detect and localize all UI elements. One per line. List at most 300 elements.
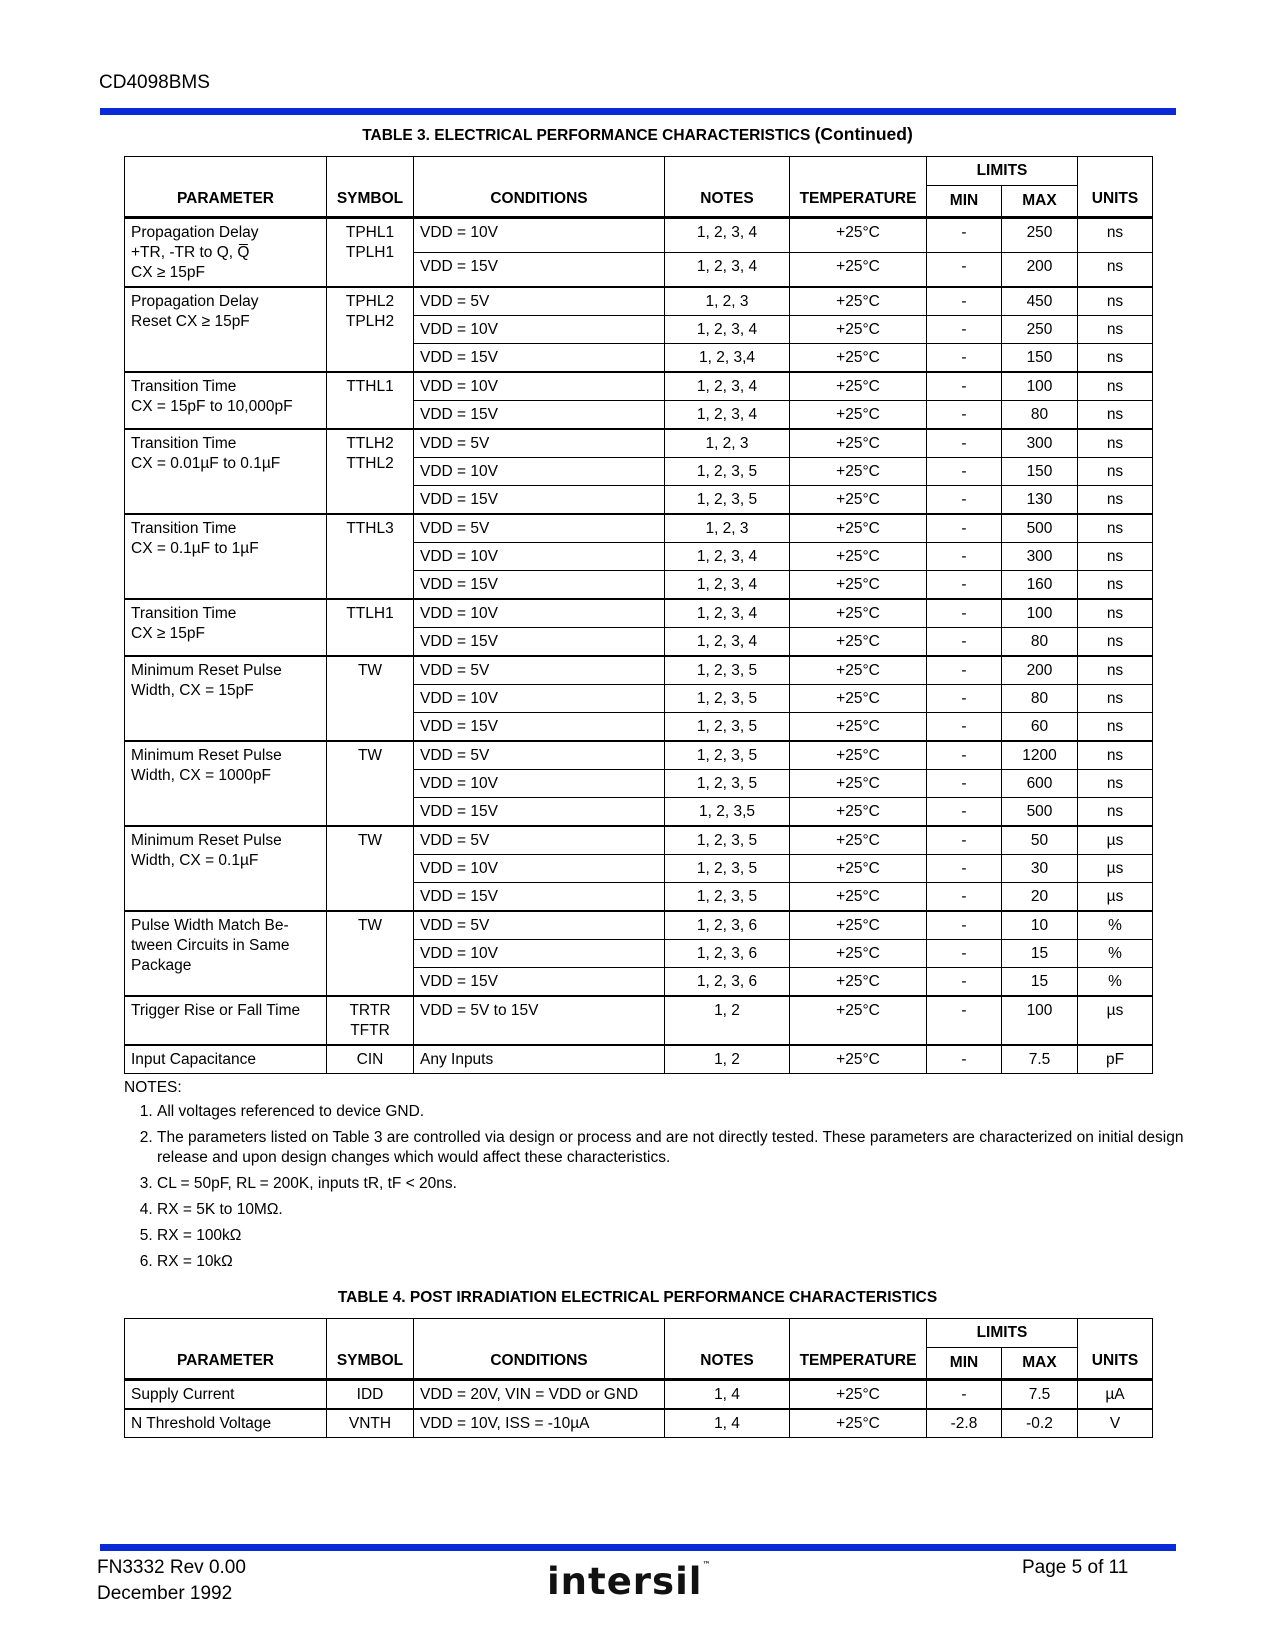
max-cell: 250 xyxy=(1002,218,1078,253)
max-cell: 80 xyxy=(1002,401,1078,430)
units-cell: % xyxy=(1078,911,1153,940)
condition-cell: VDD = 15V xyxy=(414,253,665,287)
min-cell: - xyxy=(927,486,1002,515)
temperature-cell: +25°C xyxy=(790,1045,927,1074)
page-number: Page 5 of 11 xyxy=(1022,1557,1129,1578)
parameter-cell xyxy=(125,599,327,656)
parameter-cell xyxy=(125,372,327,429)
doc-revision: FN3332 Rev 0.00 xyxy=(97,1557,246,1578)
min-cell: - xyxy=(927,429,1002,458)
temperature-cell: +25°C xyxy=(790,571,927,600)
min-cell: - xyxy=(927,1380,1002,1410)
symbol-line: TRTR xyxy=(349,1002,391,1019)
min-cell: - xyxy=(927,401,1002,430)
temperature-cell: +25°C xyxy=(790,486,927,515)
condition-cell: VDD = 10V xyxy=(414,543,665,571)
notes-cell: 1, 2, 3, 5 xyxy=(665,855,790,883)
header-max: MAX xyxy=(1002,186,1078,218)
condition-cell: VDD = 5V xyxy=(414,656,665,685)
header-rule xyxy=(100,108,1176,115)
table3-title xyxy=(0,124,1275,146)
content-flow xyxy=(0,124,1275,1438)
condition-cell: VDD = 5V to 15V xyxy=(414,996,665,1045)
parameter-line: Propagation Delay xyxy=(131,293,259,310)
notes-cell: 1, 2, 3, 4 xyxy=(665,543,790,571)
notes-cell: 1, 4 xyxy=(665,1409,790,1438)
temperature-cell: +25°C xyxy=(790,968,927,997)
temperature-cell: +25°C xyxy=(790,599,927,628)
notes-cell: 1, 2, 3, 4 xyxy=(665,218,790,253)
table-row xyxy=(125,996,1153,1045)
parameter-line: Minimum Reset Pulse xyxy=(131,747,282,764)
notes-heading: NOTES: xyxy=(124,1079,182,1096)
notes-cell: 1, 2, 3, 5 xyxy=(665,713,790,742)
symbol-line: TW xyxy=(357,917,383,934)
symbol-line: TFTR xyxy=(350,1022,390,1039)
symbol-line: TW xyxy=(357,832,383,849)
condition-cell: VDD = 10V xyxy=(414,940,665,968)
table-row xyxy=(125,599,1153,628)
parameter-line: Reset CX ≥ 15pF xyxy=(131,313,250,330)
temperature-cell: +25°C xyxy=(790,218,927,253)
parameter-line: Propagation Delay xyxy=(131,224,259,241)
symbol-cell xyxy=(327,1409,414,1438)
max-cell: 150 xyxy=(1002,458,1078,486)
condition-cell: VDD = 10V xyxy=(414,458,665,486)
temperature-cell: +25°C xyxy=(790,826,927,855)
doc-date: December 1992 xyxy=(97,1583,233,1604)
condition-cell: VDD = 10V xyxy=(414,372,665,401)
temperature-cell: +25°C xyxy=(790,770,927,798)
temperature-cell: +25°C xyxy=(790,656,927,685)
notes-list xyxy=(124,1102,1187,1272)
units-cell: ns xyxy=(1078,656,1153,685)
symbol-cell xyxy=(327,429,414,514)
temperature-cell: +25°C xyxy=(790,429,927,458)
units-cell: µs xyxy=(1078,855,1153,883)
symbol-line: TTHL1 xyxy=(346,378,394,395)
min-cell: - xyxy=(927,940,1002,968)
symbol-cell xyxy=(327,218,414,288)
temperature-cell: +25°C xyxy=(790,713,927,742)
units-cell: ns xyxy=(1078,514,1153,543)
symbol-cell xyxy=(327,741,414,826)
header-min: MIN xyxy=(927,186,1002,218)
symbol-line: TTHL3 xyxy=(346,520,394,537)
max-cell: 1200 xyxy=(1002,741,1078,770)
units-cell: ns xyxy=(1078,344,1153,373)
header-limits: LIMITS xyxy=(927,157,1078,186)
symbol-line: TTLH1 xyxy=(346,605,394,622)
table-row xyxy=(125,656,1153,685)
notes xyxy=(124,1078,1275,1272)
condition-cell: VDD = 15V xyxy=(414,883,665,912)
notes-cell: 1, 2, 3 xyxy=(665,514,790,543)
temperature-cell: +25°C xyxy=(790,287,927,316)
max-cell: 15 xyxy=(1002,968,1078,997)
units-cell: µs xyxy=(1078,883,1153,912)
table-row xyxy=(125,1045,1153,1074)
symbol-line: TTLH2 xyxy=(346,435,394,452)
condition-cell: VDD = 15V xyxy=(414,344,665,373)
condition-cell: VDD = 10V, ISS = -10µA xyxy=(414,1409,665,1438)
header-notes: NOTES xyxy=(665,157,790,218)
parameter-line: Width, CX = 0.1µF xyxy=(131,852,259,869)
condition-cell: VDD = 10V xyxy=(414,855,665,883)
min-cell: - xyxy=(927,770,1002,798)
min-cell: - xyxy=(927,656,1002,685)
parameter-line: Package xyxy=(131,957,192,974)
max-cell: 500 xyxy=(1002,514,1078,543)
notes-cell: 1, 2, 3, 5 xyxy=(665,486,790,515)
parameter-cell xyxy=(125,218,327,288)
min-cell: - xyxy=(927,543,1002,571)
temperature-cell: +25°C xyxy=(790,911,927,940)
units-cell: ns xyxy=(1078,372,1153,401)
max-cell: 80 xyxy=(1002,685,1078,713)
note-item: 1. All voltages referenced to device GND. xyxy=(157,1102,1187,1122)
units-cell: ns xyxy=(1078,401,1153,430)
table-row xyxy=(125,218,1153,253)
header-parameter: PARAMETER xyxy=(125,1319,327,1380)
logo-tm: ™ xyxy=(702,1560,712,1569)
max-cell: 7.5 xyxy=(1002,1380,1078,1410)
max-cell: 15 xyxy=(1002,940,1078,968)
condition-cell: VDD = 5V xyxy=(414,911,665,940)
notes-cell: 1, 2, 3, 4 xyxy=(665,571,790,600)
notes-cell: 1, 2, 3, 6 xyxy=(665,940,790,968)
symbol-line: VNTH xyxy=(348,1415,392,1432)
notes-cell: 1, 2, 3, 5 xyxy=(665,741,790,770)
units-cell: pF xyxy=(1078,1045,1153,1074)
max-cell: 20 xyxy=(1002,883,1078,912)
parameter-cell xyxy=(125,429,327,514)
min-cell: - xyxy=(927,287,1002,316)
symbol-line: CIN xyxy=(356,1051,384,1068)
parameter-line: CX ≥ 15pF xyxy=(131,264,205,281)
condition-cell: VDD = 15V xyxy=(414,401,665,430)
footer-rule xyxy=(100,1544,1176,1551)
parameter-line: N Threshold Voltage xyxy=(131,1415,272,1432)
units-cell: ns xyxy=(1078,458,1153,486)
max-cell: -0.2 xyxy=(1002,1409,1078,1438)
max-cell: 10 xyxy=(1002,911,1078,940)
symbol-cell xyxy=(327,514,414,599)
symbol-cell xyxy=(327,996,414,1045)
min-cell: - xyxy=(927,571,1002,600)
min-cell: - xyxy=(927,911,1002,940)
max-cell: 500 xyxy=(1002,798,1078,827)
condition-cell: VDD = 5V xyxy=(414,287,665,316)
condition-cell: VDD = 15V xyxy=(414,968,665,997)
parameter-cell xyxy=(125,656,327,741)
temperature-cell: +25°C xyxy=(790,996,927,1045)
symbol-line: TW xyxy=(357,747,383,764)
symbol-line: TPHL1 xyxy=(345,224,395,241)
notes-cell: 1, 2, 3, 5 xyxy=(665,826,790,855)
symbol-cell xyxy=(327,1045,414,1074)
note-item: 3. CL = 50pF, RL = 200K, inputs tR, tF < 20ns. xyxy=(157,1174,1187,1194)
min-cell: - xyxy=(927,344,1002,373)
condition-cell: VDD = 5V xyxy=(414,514,665,543)
min-cell: - xyxy=(927,996,1002,1045)
notes-cell: 1, 2, 3, 4 xyxy=(665,316,790,344)
min-cell: - xyxy=(927,218,1002,253)
notes-cell: 1, 4 xyxy=(665,1380,790,1410)
units-cell: µs xyxy=(1078,826,1153,855)
notes-cell: 1, 2, 3, 5 xyxy=(665,685,790,713)
table3 xyxy=(124,156,1153,1074)
units-cell: ns xyxy=(1078,543,1153,571)
table-row xyxy=(125,911,1153,940)
parameter-line: CX = 0.01µF to 0.1µF xyxy=(131,455,281,472)
parameter-cell xyxy=(125,514,327,599)
temperature-cell: +25°C xyxy=(790,628,927,657)
max-cell: 450 xyxy=(1002,287,1078,316)
units-cell: ns xyxy=(1078,253,1153,287)
header-parameter: PARAMETER xyxy=(125,157,327,218)
note-item: 5. RX = 100kΩ xyxy=(157,1226,1187,1246)
notes-cell: 1, 2, 3, 6 xyxy=(665,968,790,997)
max-cell: 130 xyxy=(1002,486,1078,515)
parameter-line: Input Capacitance xyxy=(131,1051,256,1068)
notes-cell: 1, 2, 3, 5 xyxy=(665,656,790,685)
symbol-cell xyxy=(327,1380,414,1410)
condition-cell: VDD = 15V xyxy=(414,571,665,600)
notes-cell: 1, 2, 3, 5 xyxy=(665,770,790,798)
min-cell: - xyxy=(927,372,1002,401)
max-cell: 600 xyxy=(1002,770,1078,798)
min-cell: - xyxy=(927,685,1002,713)
notes-cell: 1, 2, 3, 6 xyxy=(665,911,790,940)
temperature-cell: +25°C xyxy=(790,458,927,486)
symbol-cell xyxy=(327,372,414,429)
symbol-line: TPHL2 xyxy=(345,293,395,310)
max-cell: 7.5 xyxy=(1002,1045,1078,1074)
temperature-cell: +25°C xyxy=(790,514,927,543)
parameter-line: CX ≥ 15pF xyxy=(131,625,205,642)
notes-cell: 1, 2, 3, 5 xyxy=(665,458,790,486)
note-item: 4. RX = 5K to 10MΩ. xyxy=(157,1200,1187,1220)
units-cell: ns xyxy=(1078,218,1153,253)
condition-cell: VDD = 10V xyxy=(414,218,665,253)
units-cell: ns xyxy=(1078,713,1153,742)
condition-cell: VDD = 5V xyxy=(414,741,665,770)
temperature-cell: +25°C xyxy=(790,344,927,373)
parameter-line: Pulse Width Match Be- xyxy=(131,917,289,934)
header-max: MAX xyxy=(1002,1348,1078,1380)
min-cell: - xyxy=(927,883,1002,912)
part-number-header: CD4098BMS xyxy=(99,72,210,93)
note-item: 2. The parameters listed on Table 3 are controlled via design or process and are not directly tested. These parameters are characterized on initial design release and upon design changes which would affect these characteristics. xyxy=(157,1128,1187,1168)
min-cell: - xyxy=(927,458,1002,486)
symbol-cell xyxy=(327,599,414,656)
min-cell: - xyxy=(927,826,1002,855)
temperature-cell: +25°C xyxy=(790,253,927,287)
notes-cell: 1, 2, 3,5 xyxy=(665,798,790,827)
units-cell: ns xyxy=(1078,287,1153,316)
parameter-cell xyxy=(125,287,327,372)
notes-cell: 1, 2, 3,4 xyxy=(665,344,790,373)
units-cell: V xyxy=(1078,1409,1153,1438)
notes-cell: 1, 2 xyxy=(665,996,790,1045)
temperature-cell: +25°C xyxy=(790,685,927,713)
parameter-line: Width, CX = 15pF xyxy=(131,682,254,699)
header-symbol: SYMBOL xyxy=(327,157,414,218)
parameter-cell xyxy=(125,1409,327,1438)
symbol-line: TW xyxy=(357,662,383,679)
logo-text: intersil xyxy=(547,1560,703,1603)
parameter-line: Minimum Reset Pulse xyxy=(131,662,282,679)
parameter-line: +TR, -TR to Q, Q̅ xyxy=(131,244,250,261)
table-row xyxy=(125,1409,1153,1438)
table-row xyxy=(125,287,1153,316)
intersil-logo xyxy=(547,1560,711,1603)
units-cell: ns xyxy=(1078,429,1153,458)
parameter-cell xyxy=(125,1045,327,1074)
condition-cell: VDD = 15V xyxy=(414,713,665,742)
parameter-line: Supply Current xyxy=(131,1386,235,1403)
parameter-line: Transition Time xyxy=(131,378,237,395)
temperature-cell: +25°C xyxy=(790,372,927,401)
notes-cell: 1, 2, 3, 5 xyxy=(665,883,790,912)
condition-cell: VDD = 10V xyxy=(414,599,665,628)
symbol-cell xyxy=(327,911,414,996)
condition-cell: VDD = 20V, VIN = VDD or GND xyxy=(414,1380,665,1410)
notes-cell: 1, 2, 3 xyxy=(665,287,790,316)
max-cell: 150 xyxy=(1002,344,1078,373)
table4-title: TABLE 4. POST IRRADIATION ELECTRICAL PERFORMANCE CHARACTERISTICS xyxy=(337,1289,938,1306)
parameter-cell xyxy=(125,911,327,996)
table-row xyxy=(125,1380,1153,1410)
table-row xyxy=(125,372,1153,401)
units-cell: ns xyxy=(1078,798,1153,827)
max-cell: 200 xyxy=(1002,656,1078,685)
max-cell: 100 xyxy=(1002,996,1078,1045)
notes-cell: 1, 2, 3, 4 xyxy=(665,372,790,401)
units-cell: % xyxy=(1078,968,1153,997)
parameter-cell xyxy=(125,741,327,826)
table3-title-suffix: (Continued) xyxy=(814,124,913,144)
condition-cell: VDD = 10V xyxy=(414,316,665,344)
max-cell: 250 xyxy=(1002,316,1078,344)
units-cell: µA xyxy=(1078,1380,1153,1410)
parameter-cell xyxy=(125,996,327,1045)
max-cell: 300 xyxy=(1002,429,1078,458)
condition-cell: VDD = 10V xyxy=(414,685,665,713)
units-cell: ns xyxy=(1078,741,1153,770)
units-cell: % xyxy=(1078,940,1153,968)
max-cell: 80 xyxy=(1002,628,1078,657)
min-cell: - xyxy=(927,798,1002,827)
notes-cell: 1, 2, 3, 4 xyxy=(665,599,790,628)
table3-title-text: TABLE 3. ELECTRICAL PERFORMANCE CHARACTERISTICS xyxy=(362,127,811,144)
temperature-cell: +25°C xyxy=(790,798,927,827)
table-row xyxy=(125,741,1153,770)
symbol-cell xyxy=(327,287,414,372)
temperature-cell: +25°C xyxy=(790,1380,927,1410)
table4 xyxy=(124,1318,1153,1438)
units-cell: ns xyxy=(1078,599,1153,628)
symbol-cell xyxy=(327,826,414,911)
temperature-cell: +25°C xyxy=(790,543,927,571)
parameter-line: Transition Time xyxy=(131,605,237,622)
units-cell: ns xyxy=(1078,685,1153,713)
parameter-line: Transition Time xyxy=(131,520,237,537)
temperature-cell: +25°C xyxy=(790,741,927,770)
parameter-line: Minimum Reset Pulse xyxy=(131,832,282,849)
footer-left xyxy=(97,1555,246,1607)
notes-cell: 1, 2, 3, 4 xyxy=(665,401,790,430)
units-cell: ns xyxy=(1078,628,1153,657)
units-cell: µs xyxy=(1078,996,1153,1045)
symbol-line: TPLH1 xyxy=(345,244,395,261)
condition-cell: VDD = 15V xyxy=(414,798,665,827)
min-cell: -2.8 xyxy=(927,1409,1002,1438)
symbol-line: TPLH2 xyxy=(345,313,395,330)
table-row xyxy=(125,514,1153,543)
units-cell: ns xyxy=(1078,770,1153,798)
notes-cell: 1, 2 xyxy=(665,1045,790,1074)
parameter-line: Transition Time xyxy=(131,435,237,452)
condition-cell: Any Inputs xyxy=(414,1045,665,1074)
header-conditions: CONDITIONS xyxy=(414,157,665,218)
condition-cell: VDD = 10V xyxy=(414,770,665,798)
max-cell: 100 xyxy=(1002,599,1078,628)
header-notes: NOTES xyxy=(665,1319,790,1380)
temperature-cell: +25°C xyxy=(790,883,927,912)
units-cell: ns xyxy=(1078,316,1153,344)
symbol-cell xyxy=(327,656,414,741)
temperature-cell: +25°C xyxy=(790,855,927,883)
header-conditions: CONDITIONS xyxy=(414,1319,665,1380)
min-cell: - xyxy=(927,628,1002,657)
symbol-line: TTHL2 xyxy=(346,455,394,472)
condition-cell: VDD = 15V xyxy=(414,486,665,515)
header-temperature: TEMPERATURE xyxy=(790,1319,927,1380)
max-cell: 300 xyxy=(1002,543,1078,571)
notes-cell: 1, 2, 3 xyxy=(665,429,790,458)
header-units: UNITS xyxy=(1078,1319,1153,1380)
max-cell: 200 xyxy=(1002,253,1078,287)
temperature-cell: +25°C xyxy=(790,940,927,968)
units-cell: ns xyxy=(1078,486,1153,515)
header-units: UNITS xyxy=(1078,157,1153,218)
header-limits: LIMITS xyxy=(927,1319,1078,1348)
min-cell: - xyxy=(927,1045,1002,1074)
min-cell: - xyxy=(927,741,1002,770)
parameter-line: CX = 15pF to 10,000pF xyxy=(131,398,293,415)
units-cell: ns xyxy=(1078,571,1153,600)
table-row xyxy=(125,429,1153,458)
notes-cell: 1, 2, 3, 4 xyxy=(665,253,790,287)
temperature-cell: +25°C xyxy=(790,401,927,430)
parameter-line: tween Circuits in Same xyxy=(131,937,290,954)
temperature-cell: +25°C xyxy=(790,316,927,344)
parameter-line: CX = 0.1µF to 1µF xyxy=(131,540,259,557)
header-symbol: SYMBOL xyxy=(327,1319,414,1380)
header-temperature: TEMPERATURE xyxy=(790,157,927,218)
header-min: MIN xyxy=(927,1348,1002,1380)
min-cell: - xyxy=(927,855,1002,883)
parameter-line: Trigger Rise or Fall Time xyxy=(131,1002,301,1019)
max-cell: 60 xyxy=(1002,713,1078,742)
parameter-cell xyxy=(125,826,327,911)
notes-cell: 1, 2, 3, 4 xyxy=(665,628,790,657)
max-cell: 160 xyxy=(1002,571,1078,600)
min-cell: - xyxy=(927,253,1002,287)
symbol-line: IDD xyxy=(356,1386,384,1403)
